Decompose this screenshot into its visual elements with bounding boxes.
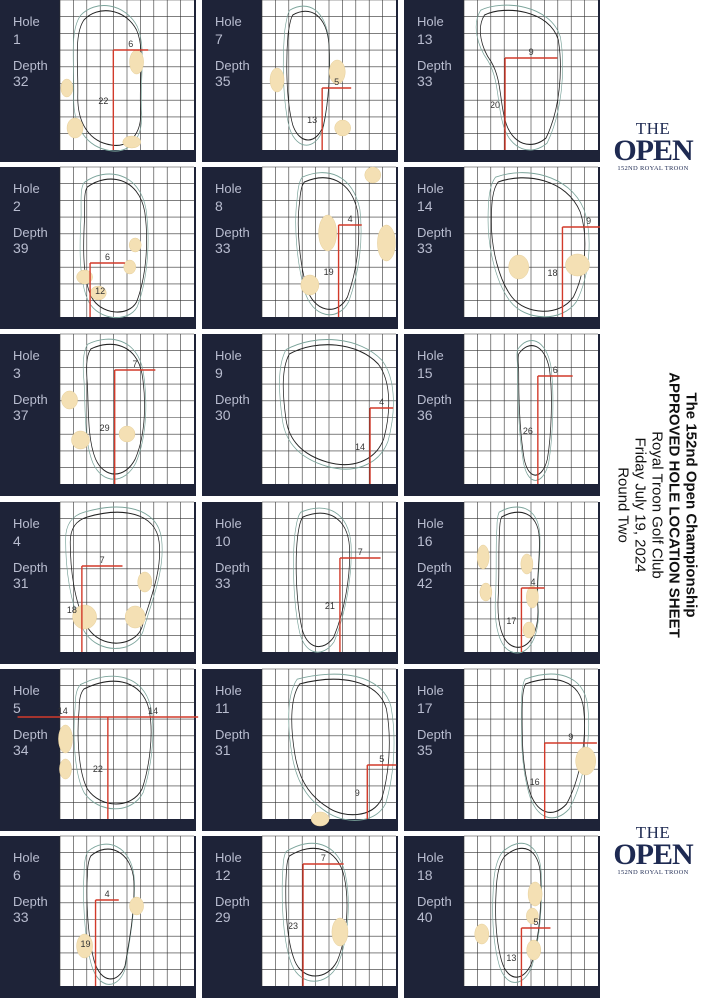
- hole-number: 7: [215, 31, 223, 47]
- depth-distance: 18: [66, 605, 77, 615]
- depth-distance: 20: [490, 100, 501, 110]
- depth-value: 35: [417, 742, 433, 758]
- green-diagram: [464, 669, 598, 819]
- green-diagram: [262, 167, 396, 317]
- depth-value: 33: [215, 240, 231, 256]
- hole-label: Hole: [13, 850, 40, 865]
- green-outline: [491, 178, 585, 311]
- title-line1: The 152nd Open Championship: [682, 392, 700, 618]
- hole-label: Hole: [417, 348, 444, 363]
- hole-number: 3: [13, 365, 21, 381]
- hole-label: Hole: [215, 850, 242, 865]
- open-logo-top: [607, 120, 699, 173]
- depth-value: 33: [417, 73, 433, 89]
- bunker: [565, 254, 589, 276]
- hole-card: [202, 836, 398, 998]
- pin-marker: [115, 370, 156, 484]
- bunker: [58, 725, 72, 753]
- hole-number: 11: [215, 700, 230, 716]
- depth-value: 40: [417, 909, 433, 925]
- logo-open: OPEN: [613, 838, 693, 871]
- depth-label: Depth: [417, 225, 452, 240]
- bunker: [527, 940, 541, 960]
- hole-label: Hole: [215, 683, 242, 698]
- hole-label: Hole: [215, 14, 242, 29]
- hole-card: [202, 502, 398, 664]
- bunker: [123, 136, 141, 148]
- green-diagram: [57, 669, 194, 819]
- left-distance: 9: [586, 216, 592, 226]
- left-distance: 7: [99, 555, 105, 565]
- title-line5: Round Two: [614, 467, 632, 543]
- green-diagram: [464, 502, 598, 652]
- hole-card: [202, 0, 398, 162]
- depth-label: Depth: [215, 225, 250, 240]
- left-distance: 4: [347, 214, 353, 224]
- depth-label: Depth: [417, 894, 452, 909]
- depth-value: 31: [215, 742, 231, 758]
- logo-sub: 152ND ROYAL TROON: [617, 869, 689, 876]
- hole-number: 15: [417, 365, 433, 381]
- depth-value: 33: [215, 575, 231, 591]
- depth-value: 35: [215, 73, 231, 89]
- logo-open: OPEN: [613, 134, 693, 167]
- left-distance: 9: [568, 732, 574, 742]
- pin-marker: [322, 88, 351, 150]
- green-diagram: [60, 334, 194, 484]
- green-outline: [283, 345, 388, 465]
- left-distance: 5: [334, 77, 340, 87]
- hole-number: 17: [417, 700, 433, 716]
- left-distance: 4: [379, 397, 385, 407]
- hole-card: [404, 836, 600, 998]
- depth-label: Depth: [417, 727, 452, 742]
- green-outline: [522, 679, 584, 812]
- yardage-grid: [262, 502, 396, 652]
- depth-distance: 9: [354, 788, 360, 798]
- bunker: [528, 882, 542, 906]
- yardage-grid: [60, 836, 194, 986]
- left-distance: 7: [357, 547, 363, 557]
- pin-marker: [339, 225, 362, 317]
- bunker: [270, 68, 284, 92]
- depth-value: 31: [13, 575, 29, 591]
- depth-value: 36: [417, 407, 433, 423]
- bunker: [119, 426, 135, 442]
- left-distance: 6: [552, 365, 558, 375]
- hole-label: Hole: [13, 14, 40, 29]
- green-diagram: [262, 836, 396, 986]
- hole-number: 2: [13, 198, 21, 214]
- depth-label: Depth: [13, 560, 48, 575]
- hole-number: 6: [13, 867, 21, 883]
- hole-label: Hole: [215, 181, 242, 196]
- green-diagram: [464, 334, 598, 484]
- yardage-grid: [464, 334, 598, 484]
- depth-value: 42: [417, 575, 433, 591]
- logo-the: THE: [635, 823, 671, 842]
- bunker: [311, 812, 329, 826]
- green-diagram: [464, 836, 598, 986]
- depth-label: Depth: [13, 58, 48, 73]
- depth-label: Depth: [13, 894, 48, 909]
- bunker: [129, 238, 141, 252]
- hole-number: 4: [13, 533, 21, 549]
- title-line2: APPROVED HOLE LOCATION SHEET: [665, 372, 683, 638]
- hole-card: [0, 0, 196, 162]
- open-logo-bottom: [607, 824, 699, 877]
- depth-distance: 14: [355, 442, 366, 452]
- hole-card: [0, 502, 196, 664]
- bunker: [124, 260, 136, 274]
- green-outline: [292, 679, 390, 814]
- green-outline: [286, 848, 347, 976]
- left-distance: 6: [128, 39, 134, 49]
- depth-distance: 29: [99, 423, 110, 433]
- right-distance: 14: [147, 706, 159, 716]
- hole-label: Hole: [215, 516, 242, 531]
- hole-card: [0, 669, 196, 831]
- depth-distance: 12: [95, 286, 106, 296]
- pin-marker: [370, 408, 393, 484]
- hole-card: [202, 167, 398, 329]
- bunker: [480, 583, 492, 601]
- bunker: [61, 79, 73, 97]
- left-distance: 4: [104, 889, 110, 899]
- hole-label: Hole: [13, 683, 40, 698]
- bunker: [475, 924, 489, 944]
- depth-label: Depth: [13, 225, 48, 240]
- hole-number: 18: [417, 867, 433, 883]
- hole-card: [202, 334, 398, 496]
- hole-card: [404, 334, 600, 496]
- depth-value: 37: [13, 407, 29, 423]
- depth-distance: 13: [307, 115, 318, 125]
- green-diagram: [262, 334, 396, 484]
- hole-number: 16: [417, 533, 433, 549]
- yardage-grid: [60, 502, 194, 652]
- green-diagram: [60, 502, 194, 652]
- hole-label: Hole: [417, 14, 444, 29]
- depth-label: Depth: [417, 560, 452, 575]
- hole-card: [0, 167, 196, 329]
- depth-label: Depth: [13, 392, 48, 407]
- left-distance: 7: [132, 359, 138, 369]
- bunker: [576, 747, 596, 775]
- depth-value: 30: [215, 407, 231, 423]
- bunker: [72, 431, 90, 449]
- depth-value: 33: [417, 240, 433, 256]
- hole-card: [404, 167, 600, 329]
- hole-card: [202, 669, 398, 831]
- sheet-title: [615, 245, 700, 765]
- green-diagram: [60, 836, 194, 986]
- green-diagram: [464, 0, 598, 150]
- left-distance: 6: [104, 252, 111, 262]
- green-diagram: [262, 502, 396, 652]
- hole-number: 13: [417, 31, 433, 47]
- green-diagram: [464, 167, 598, 317]
- hole-label: Hole: [13, 181, 40, 196]
- left-distance: 4: [530, 577, 536, 587]
- depth-label: Depth: [417, 58, 452, 73]
- depth-label: Depth: [215, 727, 250, 742]
- hole-label: Hole: [417, 683, 444, 698]
- left-distance: 5: [533, 917, 539, 927]
- hole-number: 14: [417, 198, 433, 214]
- green-diagram: [262, 0, 396, 150]
- bunker: [67, 118, 83, 138]
- bunker: [377, 225, 395, 261]
- hole-label: Hole: [13, 348, 40, 363]
- title-line3: Royal Troon Golf Club: [648, 431, 666, 579]
- bunker: [477, 545, 489, 569]
- hole-number: 8: [215, 198, 223, 214]
- bunker: [62, 391, 78, 409]
- depth-distance: 16: [529, 777, 540, 787]
- left-distance: 5: [379, 754, 385, 764]
- hole-label: Hole: [215, 348, 242, 363]
- title-line4: Friday July 19, 2024: [631, 437, 649, 573]
- depth-distance: 22: [98, 96, 109, 106]
- hole-number: 9: [215, 365, 223, 381]
- depth-distance: 18: [547, 268, 558, 278]
- hole-number: 12: [215, 867, 231, 883]
- depth-distance: 13: [506, 953, 517, 963]
- depth-label: Depth: [13, 727, 48, 742]
- left-distance: 9: [528, 47, 534, 57]
- hole-label: Hole: [417, 181, 444, 196]
- bunker: [332, 918, 348, 946]
- depth-label: Depth: [215, 392, 250, 407]
- bunker: [335, 120, 351, 136]
- bunker: [523, 622, 535, 638]
- yardage-grid: [262, 836, 396, 986]
- green-diagram: [60, 0, 194, 150]
- green-outline: [296, 513, 350, 646]
- hole-card: [0, 836, 196, 998]
- depth-label: Depth: [215, 58, 250, 73]
- hole-number: 1: [13, 31, 21, 47]
- depth-value: 33: [13, 909, 29, 925]
- depth-distance: 22: [92, 764, 103, 774]
- depth-distance: 19: [80, 939, 91, 949]
- yardage-grid: [57, 669, 194, 819]
- depth-distance: 23: [288, 921, 299, 931]
- green-outline: [518, 346, 551, 476]
- bunker: [526, 586, 538, 608]
- hole-card: [0, 334, 196, 496]
- depth-label: Depth: [215, 560, 250, 575]
- depth-value: 34: [13, 742, 29, 758]
- hole-number: 10: [215, 533, 231, 549]
- depth-label: Depth: [215, 894, 250, 909]
- left-distance: 14: [57, 706, 68, 716]
- bunker: [125, 606, 145, 628]
- depth-value: 29: [215, 909, 231, 925]
- hole-card: [404, 669, 600, 831]
- pin-marker: [340, 558, 381, 652]
- green-outline: [480, 10, 560, 144]
- hole-card: [404, 502, 600, 664]
- depth-label: Depth: [417, 392, 452, 407]
- hole-label: Hole: [13, 516, 40, 531]
- depth-distance: 17: [506, 616, 517, 626]
- bunker: [301, 275, 319, 295]
- yardage-grid: [464, 0, 598, 150]
- hole-number: 5: [13, 700, 21, 716]
- hole-label: Hole: [417, 516, 444, 531]
- depth-value: 32: [13, 73, 29, 89]
- depth-distance: 26: [522, 426, 533, 436]
- hole-card: [404, 0, 600, 162]
- yardage-grid: [60, 334, 194, 484]
- yardage-grid: [464, 167, 598, 317]
- logo-sub: 152ND ROYAL TROON: [617, 165, 689, 172]
- bunker: [130, 897, 144, 915]
- bunker: [130, 50, 144, 74]
- depth-value: 39: [13, 240, 29, 256]
- bunker: [319, 215, 337, 251]
- yardage-grid: [262, 334, 396, 484]
- pin-marker: [96, 900, 119, 986]
- bunker: [509, 255, 529, 279]
- green-diagram: [262, 669, 396, 819]
- hole-label: Hole: [417, 850, 444, 865]
- depth-distance: 19: [323, 267, 334, 277]
- green-diagram: [60, 167, 194, 317]
- left-distance: 7: [320, 853, 326, 863]
- bunker: [521, 554, 533, 574]
- bunker: [138, 572, 152, 592]
- logo-the: THE: [635, 119, 671, 138]
- bunker: [59, 759, 71, 779]
- depth-distance: 21: [324, 601, 335, 611]
- bunker: [365, 167, 381, 183]
